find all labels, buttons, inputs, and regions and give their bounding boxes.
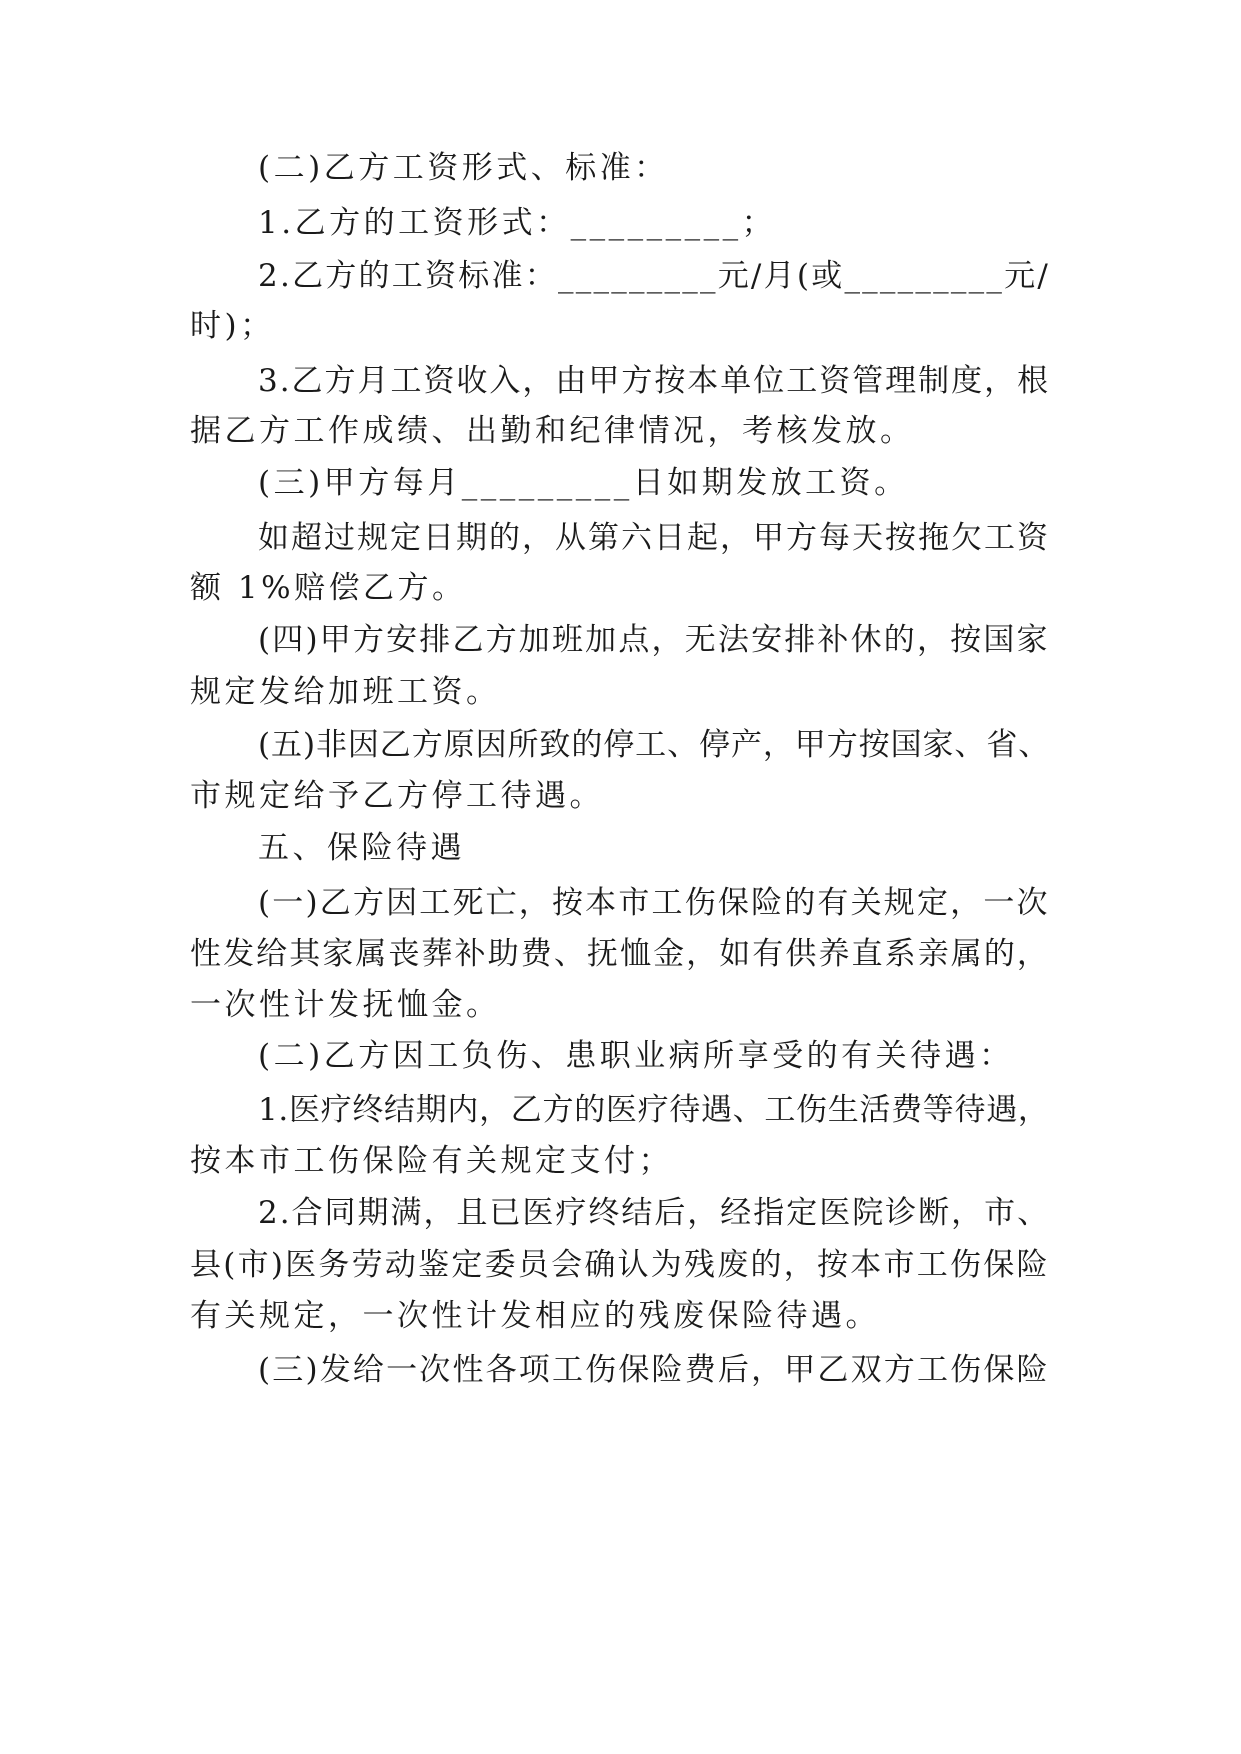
section-heading: 五、保险待遇: [258, 830, 465, 866]
paragraph-line: 有关规定，一次性计发相应的残废保险待遇。: [190, 1298, 880, 1334]
paragraph-line: 据乙方工作成绩、出勤和纪律情况，考核发放。: [190, 413, 915, 449]
paragraph-line: 1.乙方的工资形式：_________；: [258, 205, 777, 241]
paragraph-line: (一)乙方因工死亡，按本市工伤保险的有关规定，一次: [258, 885, 1050, 921]
paragraph-line: (二)乙方工资形式、标准：: [258, 150, 669, 186]
paragraph-line: 县(市)医务劳动鉴定委员会确认为残废的，按本市工伤保险: [190, 1247, 1050, 1283]
paragraph-line: 2.合同期满，且已医疗终结后，经指定医院诊断，市、: [258, 1195, 1051, 1231]
paragraph-line: 额 1%赔偿乙方。: [190, 570, 467, 606]
paragraph-line: (三)发给一次性各项工伤保险费后，甲乙双方工伤保险: [258, 1352, 1050, 1388]
paragraph-line: 1.医疗终结期内，乙方的医疗待遇、工伤生活费等待遇，: [258, 1092, 1050, 1128]
paragraph-line: 时)；: [190, 308, 275, 344]
paragraph-line: 按本市工伤保险有关规定支付；: [190, 1143, 673, 1179]
paragraph-line: 如超过规定日期的，从第六日起，甲方每天按拖欠工资: [258, 520, 1050, 556]
paragraph-line: (五)非因乙方原因所致的停工、停产，甲方按国家、省、: [258, 727, 1051, 763]
paragraph-line: 2.乙方的工资标准：_________元/月(或_________元/: [258, 258, 1051, 294]
paragraph-line: (四)甲方安排乙方加班加点，无法安排补休的，按国家: [258, 622, 1050, 658]
paragraph-line: (三)甲方每月_________日如期发放工资。: [258, 465, 909, 501]
paragraph-line: 性发给其家属丧葬补助费、抚恤金，如有供养直系亲属的，: [190, 936, 1050, 972]
paragraph-line: 市规定给予乙方停工待遇。: [190, 778, 604, 814]
paragraph-line: 一次性计发抚恤金。: [190, 987, 501, 1023]
paragraph-line: 规定发给加班工资。: [190, 674, 501, 710]
paragraph-line: 3.乙方月工资收入，由甲方按本单位工资管理制度，根: [258, 363, 1051, 399]
paragraph-line: (二)乙方因工负伤、患职业病所享受的有关待遇：: [258, 1038, 1014, 1074]
